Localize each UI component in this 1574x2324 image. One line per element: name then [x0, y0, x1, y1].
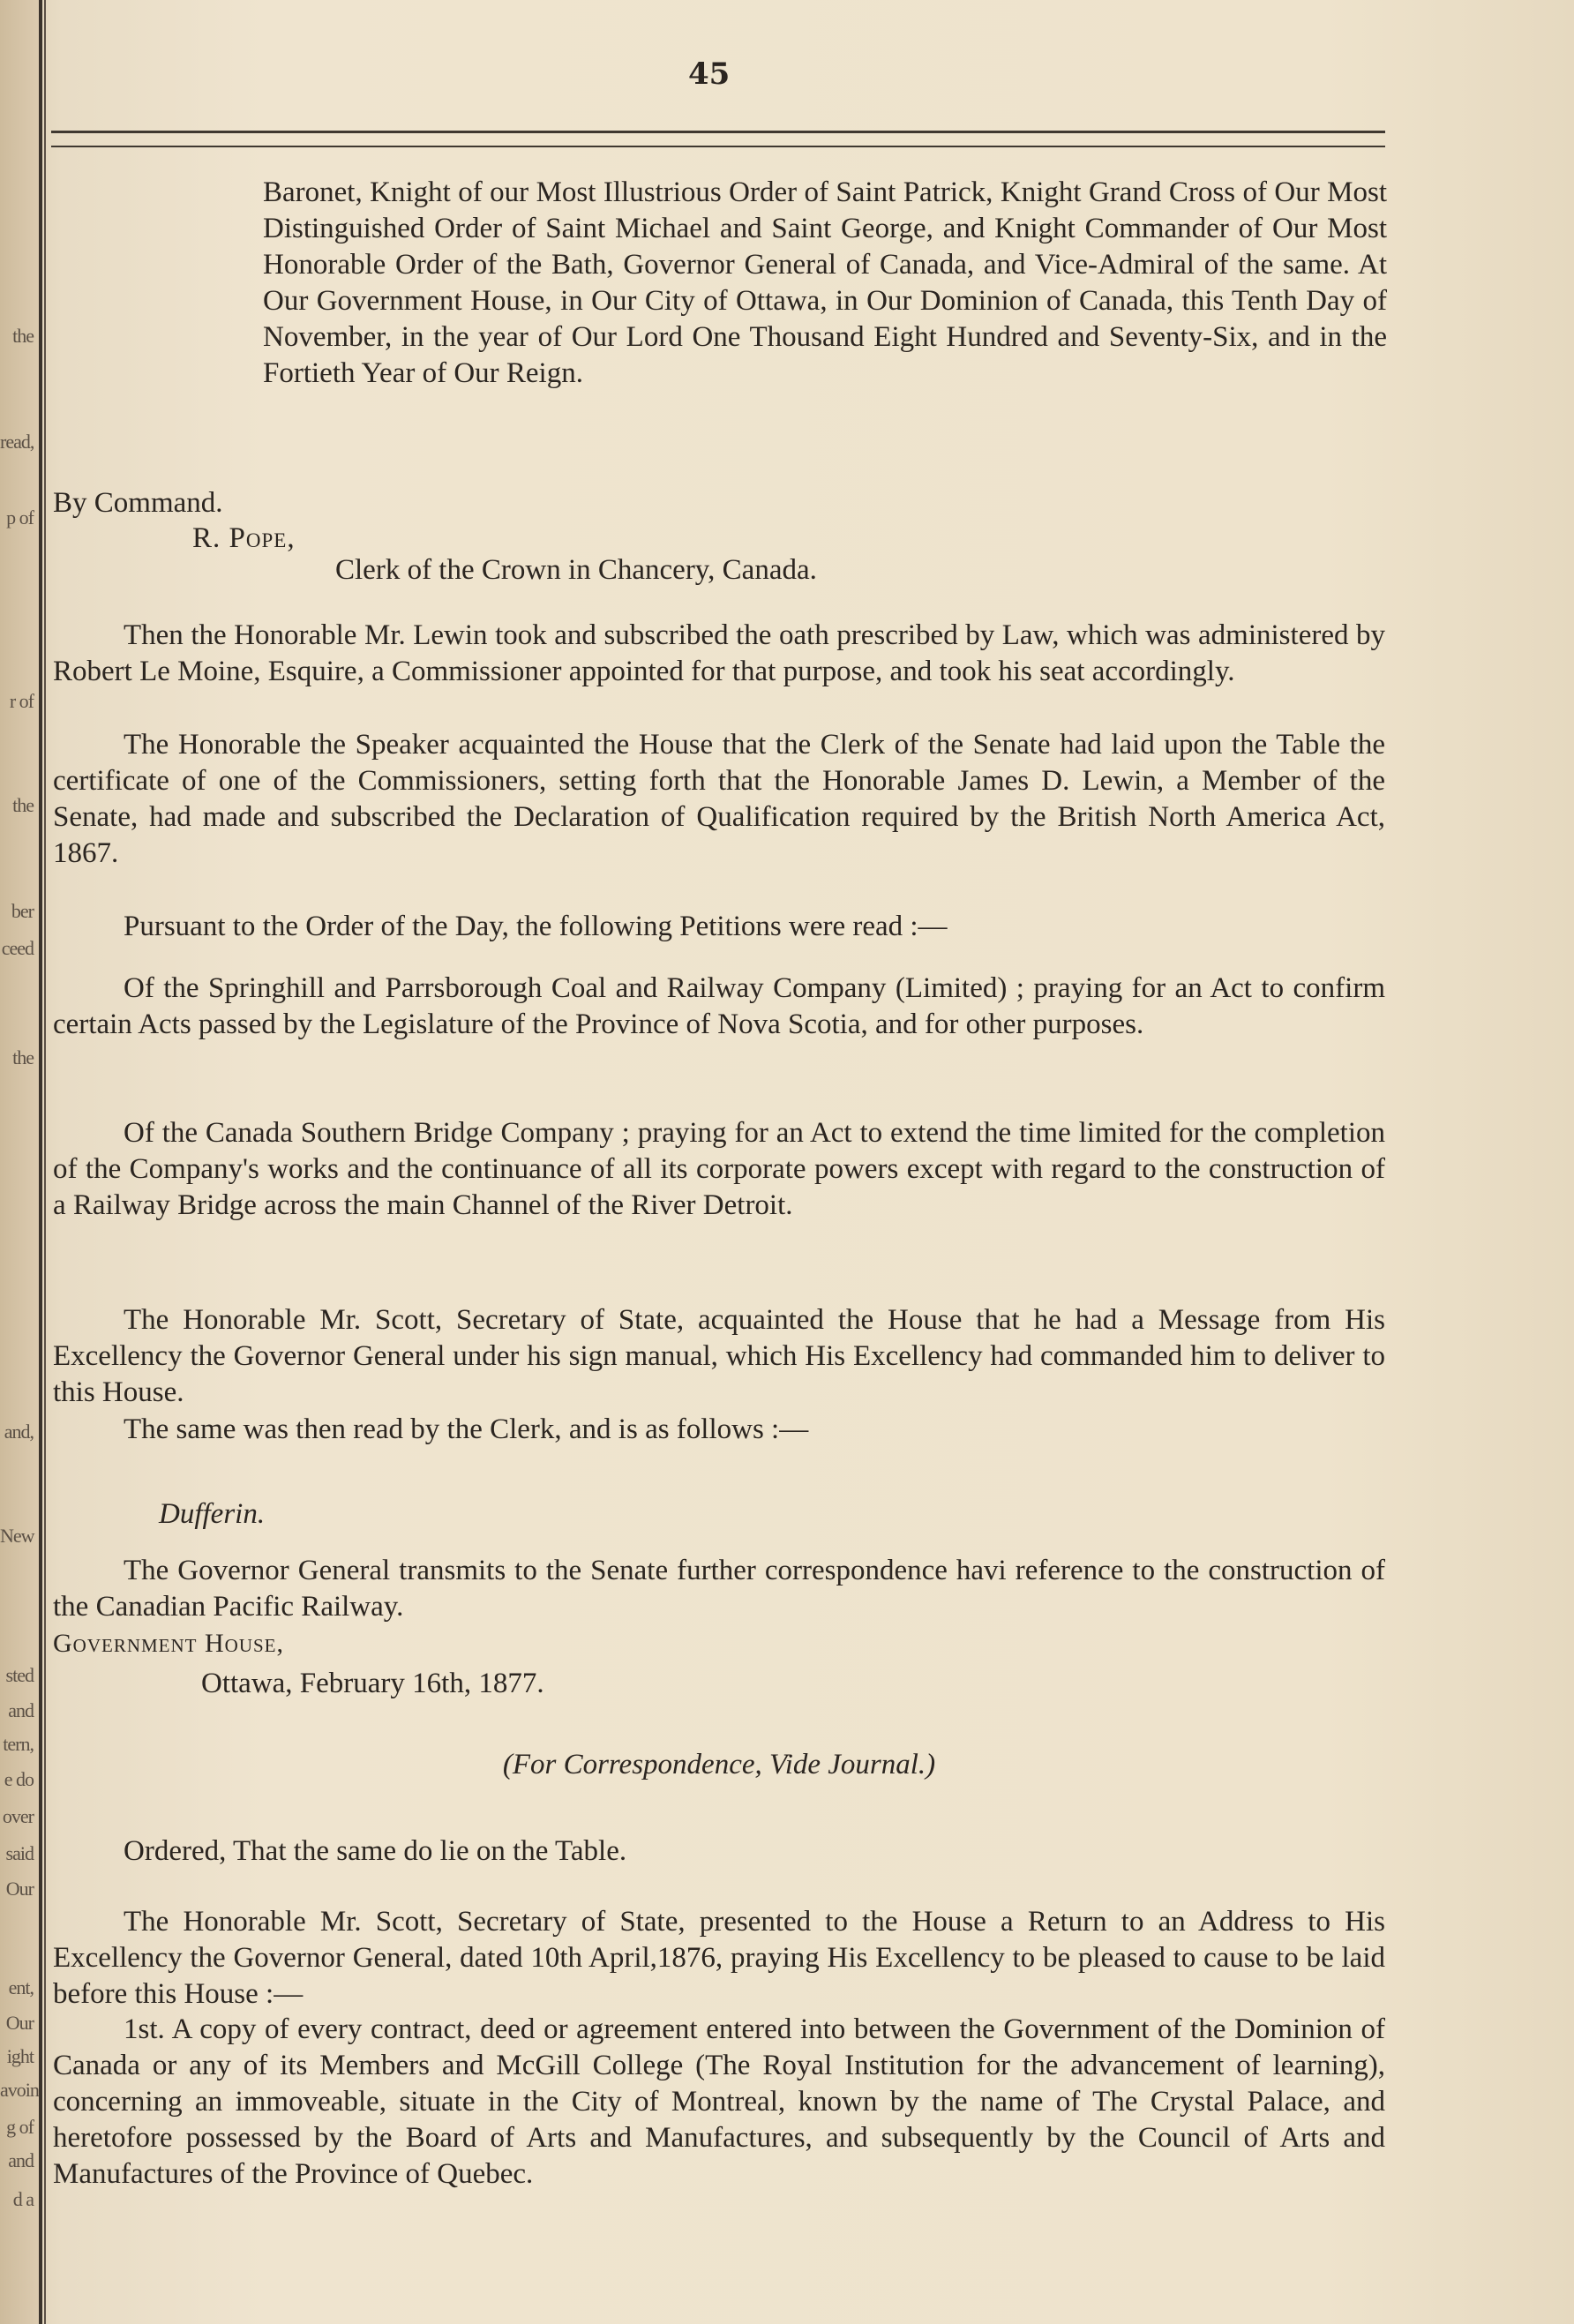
- margin-fragment: said: [5, 1842, 34, 1864]
- order-of-day-paragraph: Pursuant to the Order of the Day, the following Petitions were read :—: [124, 911, 948, 942]
- proclamation-end: Baronet, Knight of our Most Illustrious Order of Saint Patrick, Knight Grand Cross of Our Most Distinguished Order of Saint Michael and Saint George, and Knight Commander of Our Most Honorable Order of the Bath, Governor General of Canada, and Vice-Admiral of the same. At Our Government House, in Our City of Ottawa, in Our Dominion of Canada, this Tenth Day of November, in the year of Our Lord One Thousand Eight Hundred and Seventy-Six, and in the Fortieth Year of Our Reign.: [263, 176, 1387, 389]
- margin-fragment: Our: [5, 2012, 34, 2034]
- margin-fragment: g of: [6, 2116, 34, 2138]
- petition-canada-southern: Of the Canada Southern Bridge Company ; praying for an Act to extend the time limited for the completion of the Company's works and the continuance of all its corporate powers except with regard to the construction of a Railway Bridge across the main Channel of the River Detroit.: [53, 1117, 1385, 1221]
- governor-transmits-paragraph: The Governor General transmits to the Senate further correspondence havi reference to the construction of the Canadian Pacific Railway.: [53, 1555, 1385, 1623]
- scott-return-paragraph: The Honorable Mr. Scott, Secretary of State, presented to the House a Return to an Address to His Excellency the Governor General, dated 10th April,1876, praying His Excellency to be pleased to cause to be laid before this House :—: [53, 1906, 1385, 2010]
- margin-fragment: sted: [5, 1664, 34, 1686]
- margin-fragment: the: [12, 1046, 34, 1068]
- margin-fragment: and: [8, 2149, 34, 2171]
- header-rule-lower: [51, 146, 1385, 147]
- margin-fragment: and: [8, 1699, 34, 1721]
- margin-fragment: p of: [6, 506, 34, 529]
- margin-fragment: ight: [6, 2045, 34, 2067]
- vide-journal-note: (For Correspondence, Vide Journal.): [502, 1749, 936, 1780]
- government-house: Government House,: [53, 1629, 284, 1658]
- read-by-clerk-paragraph: The same was then read by the Clerk, and is as follows :—: [124, 1413, 809, 1445]
- dufferin-signature: Dufferin.: [159, 1498, 266, 1530]
- ordered-paragraph: Ordered, That the same do lie on the Table.: [124, 1835, 627, 1867]
- margin-fragment: the: [12, 794, 34, 816]
- by-command: By Command.: [53, 487, 223, 519]
- margin-fragment: ent,: [8, 1976, 34, 1998]
- margin-fragment: tern,: [3, 1733, 34, 1755]
- margin-fragment: and,: [4, 1421, 34, 1443]
- signatory-name: R. Pope,: [192, 522, 296, 554]
- margin-fragment: ceed: [1, 937, 34, 959]
- margin-fragment: New: [0, 1525, 34, 1547]
- header-rule: [51, 131, 1385, 133]
- speaker-certificate-paragraph: The Honorable the Speaker acquainted the House that the Clerk of the Senate had laid upon the Table the certificate of one of the Commissioners, setting forth that the Honorable James D. Lewin, a Member of the Senate, had made and subscribed the Declaration of Qualification required by the British North America Act, 1867.: [53, 729, 1385, 869]
- margin-fragment: r of: [9, 690, 34, 712]
- margin-fragment: the: [12, 325, 34, 347]
- first-item-paragraph: 1st. A copy of every contract, deed or agreement entered into between the Government of the Dominion of Canada or any of its Members and McGill College (The Royal Institution for the advancement of learning), concerning an immoveable, situate in the City of Montreal, known by the name of The Crystal Palace, and heretofore possessed by the Board of Arts and Manufactures, and subsequently by the Council of Arts and Manufactures of the Province of Quebec.: [53, 2013, 1385, 2190]
- margin-fragment: d a: [12, 2188, 34, 2210]
- margin-fragment: Our: [5, 1878, 34, 1900]
- lewin-oath-paragraph: Then the Honorable Mr. Lewin took and subscribed the oath prescribed by Law, which was administered by Robert Le Moine, Esquire, a Commissioner appointed for that purpose, and took his seat accordingly.: [53, 619, 1385, 687]
- ottawa-date: Ottawa, February 16th, 1877.: [201, 1668, 544, 1699]
- margin-fragment: over: [2, 1805, 34, 1827]
- margin-fragment: e do: [4, 1768, 34, 1790]
- gutter-line: [44, 0, 46, 2324]
- margin-fragment: ber: [11, 900, 34, 922]
- margin-fragment: avoin: [0, 2079, 39, 2101]
- page-number: 45: [688, 56, 731, 92]
- book-gutter: [0, 0, 42, 2324]
- signatory-title: Clerk of the Crown in Chancery, Canada.: [335, 554, 817, 586]
- petition-springhill: Of the Springhill and Parrsborough Coal and Railway Company (Limited) ; praying for an Act to confirm certain Acts passed by the Legislature of the Province of Nova Scotia, and for other purposes.: [53, 972, 1385, 1040]
- margin-fragment: read,: [0, 431, 34, 453]
- scott-message-paragraph: The Honorable Mr. Scott, Secretary of State, acquainted the House that he had a Message from His Excellency the Governor General under his sign manual, which His Excellency had commanded him to deliver to this House.: [53, 1304, 1385, 1408]
